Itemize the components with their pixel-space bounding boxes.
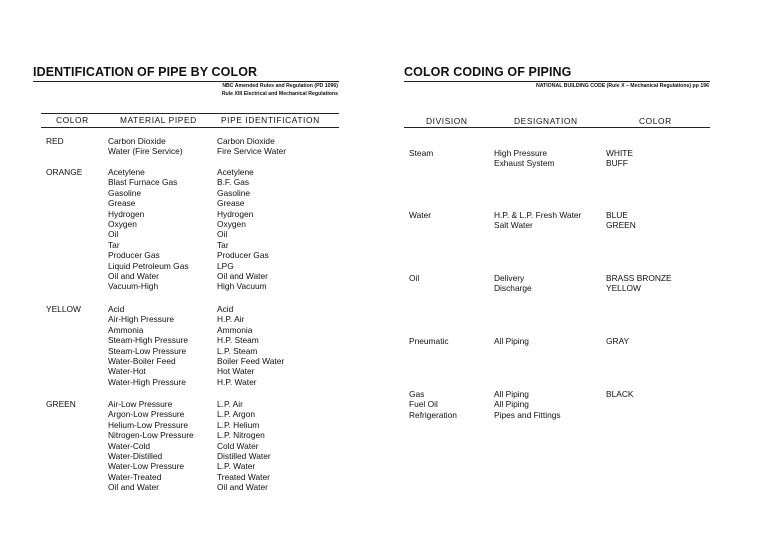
right-row-color [606,273,672,294]
material-item: Water-Low Pressure [108,461,185,472]
material-item: Oil and Water [108,270,159,281]
material-item: Water-Hot [108,366,146,377]
designation-item: Pipes and Fittings [494,409,561,420]
material-item: Vacuum-High [108,281,159,292]
division-item: Refrigeration [409,409,457,420]
identification-item: Treated Water [217,471,270,482]
division-item: Oil [409,273,420,283]
division-item: Pneumatic [409,336,449,346]
right-row-designation [494,336,529,346]
right-row-color [606,389,633,399]
right-row-color [606,210,636,231]
identification-item: Fire Service Water [217,146,287,157]
material-item: Air-High Pressure [108,314,175,325]
material-item: Air-Low Pressure [108,399,173,409]
left-title: IDENTIFICATION OF PIPE BY COLOR [33,65,258,79]
division-item: Gas [409,389,425,399]
identification-item: Hot Water [217,366,255,377]
right-header-designation: DESIGNATION [514,116,578,126]
identification-item: Oil [217,229,228,240]
designation-item: High Pressure [494,148,548,158]
designation-item: All Piping [494,389,529,399]
left-group-color-label: YELLOW [46,304,81,314]
material-item: Steam-High Pressure [108,335,189,346]
identification-item: H.P. Water [217,376,257,387]
left-group-materials [108,136,183,157]
right-row-division [409,389,457,420]
left-group-identifications [217,399,271,493]
identification-item: High Vacuum [217,281,267,292]
right-header-division: DIVISION [426,116,468,126]
right-header-color: COLOR [639,116,672,126]
identification-item: Hydrogen [217,208,254,219]
material-item: Helium-Low Pressure [108,419,189,430]
material-item: Water (Fire Service) [108,146,183,157]
identification-item: Carbon Dioxide [217,136,275,146]
material-item: Water-Boiler Feed [108,355,176,366]
material-item: Gasoline [108,187,142,198]
material-item: Acetylene [108,167,145,177]
left-header-bottom-rule [41,127,339,128]
left-group-materials [108,399,194,493]
material-item: Steam-Low Pressure [108,345,187,356]
right-subtitle: NATIONAL BUILDING CODE (Rule X – Mechanical Regulations) pp 196 [535,83,709,89]
material-item: Producer Gas [108,250,160,261]
left-group-color-label: ORANGE [46,167,83,177]
right-row-division [409,210,431,220]
left-group-materials [108,167,189,292]
material-item: Ammonia [108,324,144,335]
right-row-color [606,148,633,169]
identification-item: LPG [217,260,234,271]
identification-item: Oil and Water [217,270,268,281]
right-row-division [409,148,433,158]
left-header-identification: PIPE IDENTIFICATION [221,115,320,125]
identification-item: L.P. Water [217,461,256,472]
material-item: Tar [108,239,120,250]
identification-item: L.P. Helium [217,419,260,430]
identification-item: Oil and Water [217,482,268,493]
left-subtitle-2: Rule XIII Electrical and Mechanical Regulations [221,91,338,97]
material-item: Hydrogen [108,208,145,219]
division-item: Fuel Oil [409,399,438,410]
identification-item: Distilled Water [217,450,271,461]
designation-item: All Piping [494,336,529,346]
identification-item: L.P. Argon [217,409,256,420]
material-item: Water-Distilled [108,450,163,461]
material-item: Water-Cold [108,440,151,451]
designation-item: H.P. & L.P. Fresh Water [494,210,582,220]
material-item: Acid [108,304,125,314]
right-row-designation [494,210,581,231]
right-row-color [606,336,629,346]
identification-item: H.P. Steam [217,335,259,346]
color-item: BRASS BRONZE [606,273,672,283]
left-group-color-label: RED [46,136,64,146]
designation-item: Discharge [494,283,532,294]
color-item: YELLOW [606,283,641,294]
division-item: Water [409,210,432,220]
identification-item: Acid [217,304,234,314]
left-header-top-rule [41,113,339,114]
identification-item: Grease [217,198,245,209]
material-item: Oil [108,229,119,240]
left-header-material: MATERIAL PIPED [120,115,197,125]
color-item: GREEN [606,220,636,231]
material-item: Argon-Low Pressure [108,409,185,420]
material-item: Water-High Pressure [108,376,186,387]
designation-item: Salt Water [494,220,533,231]
identification-item: Acetylene [217,167,254,177]
division-item: Steam [409,148,434,158]
material-item: Liquid Petroleum Gas [108,260,189,271]
left-subtitle-1: NBC Amended Rules and Regulation (PD 1096) [222,83,338,89]
identification-item: L.P. Steam [217,345,258,356]
identification-item: Ammonia [217,324,253,335]
left-group-identifications [217,304,284,387]
color-item: BLUE [606,210,628,220]
material-item: Grease [108,198,136,209]
identification-item: Boiler Feed Water [217,355,285,366]
color-item: GRAY [606,336,630,346]
designation-item: All Piping [494,399,529,410]
identification-item: Producer Gas [217,250,269,261]
designation-item: Delivery [494,273,525,283]
left-header-color: COLOR [56,115,89,125]
color-item: BUFF [606,158,628,169]
designation-item: Exhaust System [494,158,555,169]
identification-item: Oxygen [217,218,246,229]
material-item: Nitrogen-Low Pressure [108,430,194,441]
right-row-division [409,273,419,283]
identification-item: L.P. Air [217,399,243,409]
identification-item: B.F. Gas [217,177,250,188]
left-group-identifications [217,167,269,292]
right-header-rule [404,127,710,128]
material-item: Oil and Water [108,482,159,493]
right-row-designation [494,389,561,420]
right-title: COLOR CODING OF PIPING [404,65,572,79]
left-group-identifications [217,136,286,157]
right-row-division [409,336,449,346]
left-group-color-label: GREEN [46,399,76,409]
material-item: Oxygen [108,218,137,229]
left-group-materials [108,304,188,387]
identification-item: Gasoline [217,187,251,198]
color-item: WHITE [606,148,633,158]
identification-item: H.P. Air [217,314,245,325]
identification-item: L.P. Nitrogen [217,430,265,441]
identification-item: Cold Water [217,440,259,451]
color-item: BLACK [606,389,634,399]
material-item: Carbon Dioxide [108,136,166,146]
material-item: Blast Furnace Gas [108,177,178,188]
right-row-designation [494,148,555,169]
identification-item: Tar [217,239,229,250]
right-row-designation [494,273,532,294]
material-item: Water-Treated [108,471,162,482]
